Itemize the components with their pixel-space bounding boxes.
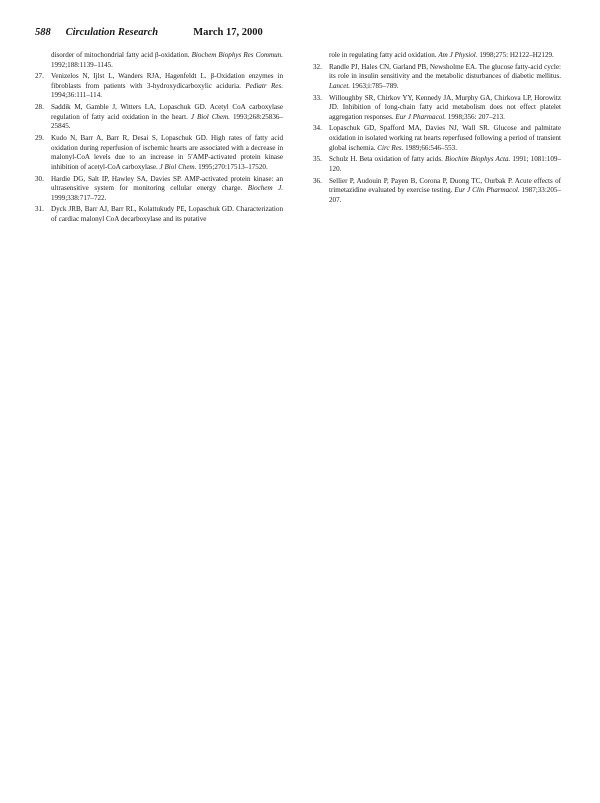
reference-number: 29. bbox=[35, 134, 44, 143]
reference-number: 28. bbox=[35, 103, 44, 112]
reference-text: Randle PJ, Hales CN, Garland PB, Newsholme EA. The glucose fatty-acid cycle: its role in insulin sensitivity and the metabolic disturbances of diabetic mellitus. Lancet. 1963;i:785–789. bbox=[329, 62, 561, 90]
reference-item bbox=[35, 134, 283, 172]
reference-item bbox=[313, 155, 561, 174]
reference-text: Venizelos N, Ijlst L, Wanders RJA, Hagenfeldt L. β-Oxidation enzymes in fibroblasts from patients with 3-hydroxydicarboxylic aciduria. Pediatr Res. 1994;36:111–114. bbox=[51, 72, 283, 100]
reference-text: Dyck JRB, Barr AJ, Barr RL, Kolattukudy PE, Lopaschuk GD. Characterization of cardiac malonyl CoA decarboxylase and its putative bbox=[51, 205, 283, 223]
reference-text: Hardie DG, Salt IP, Hawley SA, Davies SP. AMP-activated protein kinase: an ultrasensitive system for monitoring cellular energy charge. Biochem J. 1999;338:717–722. bbox=[51, 174, 283, 202]
reference-number: 27. bbox=[35, 72, 44, 81]
reference-text: Saddik M, Gamble J, Witters LA, Lopaschuk GD. Acetyl CoA carboxylase regulation of fatty acid oxidation in the heart. J Biol Chem. 1993;268:25836–25845. bbox=[51, 103, 283, 131]
reference-item bbox=[313, 177, 561, 206]
reference-item bbox=[35, 205, 283, 224]
reference-item bbox=[313, 63, 561, 92]
reference-item bbox=[313, 124, 561, 153]
reference-number: 30. bbox=[35, 174, 44, 183]
reference-text: Lopaschuk GD, Spafford MA, Davies NJ, Wall SR. Glucose and palmitate oxidation in isolated working rat hearts reperfused following a period of transient global ischemia. Circ Res. 1989;66:546–553. bbox=[329, 124, 561, 152]
reference-text: Kudo N, Barr A, Barr R, Desai S, Lopaschuk GD. High rates of fatty acid oxidation during reperfusion of ischemic hearts are associated with a decrease in malonyl-CoA levels due to an increase in 5′AMP-activated protein kinase inhibition of acetyl-CoA carboxylase. J Biol Chem. 1995;270:17513–17520. bbox=[51, 134, 283, 171]
journal-title: Circulation Research bbox=[65, 27, 159, 38]
reference-number: 34. bbox=[313, 124, 322, 133]
reference-item bbox=[35, 175, 283, 204]
page-number: 588 bbox=[35, 27, 51, 38]
reference-item bbox=[35, 72, 283, 101]
reference-number: 33. bbox=[313, 93, 322, 102]
reference-text: Schulz H. Beta oxidation of fatty acids. Biochim Biophys Acta. 1991; 1081:109–120. bbox=[329, 155, 561, 173]
reference-number: 36. bbox=[313, 176, 322, 185]
reference-item bbox=[313, 94, 561, 123]
reference-column-right bbox=[313, 51, 561, 207]
reference-text: Sellier P, Audouin P, Payen B, Corona P, Duong TC, Ourbak P. Acute effects of trimetazidine evaluated by exercise testing. Eur J Clin Pharmacol. 1987;33:205–207. bbox=[329, 176, 561, 204]
reference-text: Willoughby SR, Chirkov YY, Kennedy JA, Murphy GA, Chirkova LP, Horowitz JD. Inhibition of long-chain fatty acid metabolism does not effect platelet aggregation responses. Eur J Pharmacol. 1998;356: 207–213. bbox=[329, 93, 561, 121]
reference-item bbox=[35, 103, 283, 132]
reference-number: 32. bbox=[313, 62, 322, 71]
reference-continuation: role in regulating fatty acid oxidation. Am J Physiol. 1998;275: H2122–H2129. bbox=[329, 51, 554, 59]
running-head bbox=[35, 27, 263, 38]
reference-column-left bbox=[35, 51, 283, 227]
issue-date: March 17, 2000 bbox=[193, 27, 263, 38]
reference-continuation: disorder of mitochondrial fatty acid β-oxidation. Biochem Biophys Res Commun. 1992;188:1139–1145. bbox=[51, 51, 283, 69]
reference-number: 35. bbox=[313, 155, 322, 164]
reference-number: 31. bbox=[35, 205, 44, 214]
